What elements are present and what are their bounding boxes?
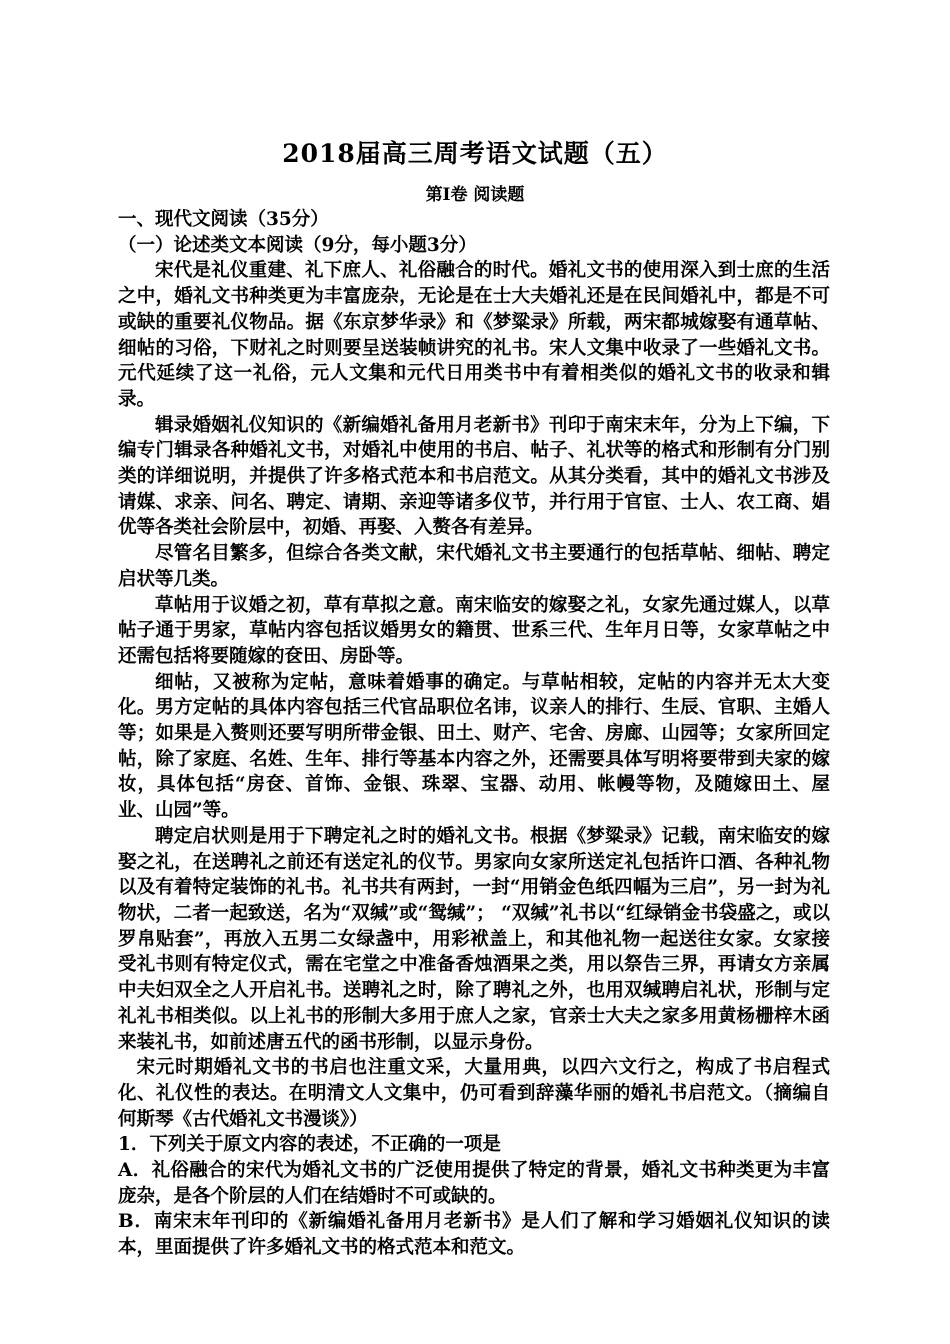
subsection-heading: （一）论述类文本阅读（9分，每小题3分） [118,234,477,256]
paragraph: 尽管名目繁多，但综合各类文献，宋代婚礼文书主要通行的包括草帖、细帖、聘定启状等几类。 [118,543,830,590]
question-option: B．南宋末年刊印的《新编婚礼备用月老新书》是人们了解和学习婚姻礼仪知识的读本，里面提供了许多婚礼文书的格式范本和范文。 [118,1211,830,1259]
paragraph: 细帖，又被称为定帖，意味着婚事的确定。与草帖相较，定帖的内容并无太大变化。男方定帖的具体内容包括三代官品职位名讳，议亲人的排行、生辰、官职、主婚人等；如果是入赘则还要写明所带金银、田土、财产、宅舍、房廊、山园等；女家所回定帖，除了家庭、名姓、生年、排行等基本内容之外，还需要具体写明将要带到夫家的嫁妆，具体包括“房奁、首饰、金银、珠翠、宝器、动用、帐幔等物，及随嫁田土、屋业、山园”等。 [118,671,830,822]
question-option: A．礼俗融合的宋代为婚礼文书的广泛使用提供了特定的背景，婚礼文书种类更为丰富庞杂，是各个阶层的人们在结婚时不可或缺的。 [118,1160,830,1207]
paragraph: 草帖用于议婚之初，草有草拟之意。南宋临安的嫁娶之礼，女家先通过媒人，以草帖子通于男家，草帖内容包括议婚男女的籍贯、世系三代、生年月日等，女家草帖之中还需包括将要随嫁的奁田、房卧等。 [118,594,830,667]
question-stem: 1．下列关于原文内容的表述，不正确的一项是 [118,1134,501,1156]
page-title: 2018届高三周考语文试题（五） [282,139,668,168]
page-subtitle: 第Ⅰ卷 阅读题 [425,185,525,205]
document-body [118,207,830,1261]
section-heading: 一、现代文阅读（35分） [118,209,329,230]
paragraph: 辑录婚姻礼仪知识的《新编婚礼备用月老新书》刊印于南宋末年，分为上下编，下编专门辑录各种婚礼文书，对婚礼中使用的书启、帖子、礼状等的格式和形制有分门别类的详细说明，并提供了许多格式范本和书启范文。从其分类看，其中的婚礼文书涉及请媒、求亲、问名、聘定、请期、亲迎等诸多仪节，并行用于官宦、士人、农工商、娼优等各类社会阶层中，初婚、再娶、入赘各有差异。 [118,414,830,539]
paragraph: 宋元时期婚礼文书的书启也注重文采，大量用典，以四六文行之，构成了书启程式化、礼仪性的表达。在明清文人文集中，仍可看到辞藻华丽的婚礼书启范文。（摘编自何斯琴《古代婚礼文书漫谈》） [118,1057,830,1130]
paragraph: 宋代是礼仪重建、礼下庶人、礼俗融合的时代。婚礼文书的使用深入到士庶的生活之中，婚礼文书种类更为丰富庞杂，无论是在士大夫婚礼还是在民间婚礼中，都是不可或缺的重要礼仪物品。据《东京梦华录》和《梦粱录》所载，两宋都城嫁娶有通草帖、细帖的习俗，下财礼之时则要呈送装帧讲究的礼书。宋人文集中收录了一些婚礼文书。元代延续了这一礼俗，元人文集和元代日用类书中有着相类似的婚礼文书的收录和辑录。 [118,260,830,410]
paragraph: 聘定启状则是用于下聘定礼之时的婚礼文书。根据《梦粱录》记载，南宋临安的嫁娶之礼，在送聘礼之前还有送定礼的仪节。男家向女家所送定礼包括许口酒、各种礼物以及有着特定装饰的礼书。礼书共有两封，一封“用销金色纸四幅为三启”，另一封为礼物状，二者一起致送，名为“双缄”或“鸳缄”； “双缄”礼书以“红绿销金书袋盛之，或以罗帛贴套”，再放入五男二女绿盏中，用彩袱盖上，和其他礼物一起送往女家。女家接受礼书则有特定仪式，需在宅堂之中准备香烛酒果之类，用以祭告三界，再请女方亲属中夫妇双全之人开启礼书。送聘礼之时，除了聘礼之外，也用双缄聘启礼状，形制与定礼礼书相类似。以上礼书的形制大多用于庶人之家，官亲士大夫之家多用黄杨栅梓木函来装礼书，如前述唐五代的函书形制，以显示身份。 [118,825,830,1053]
